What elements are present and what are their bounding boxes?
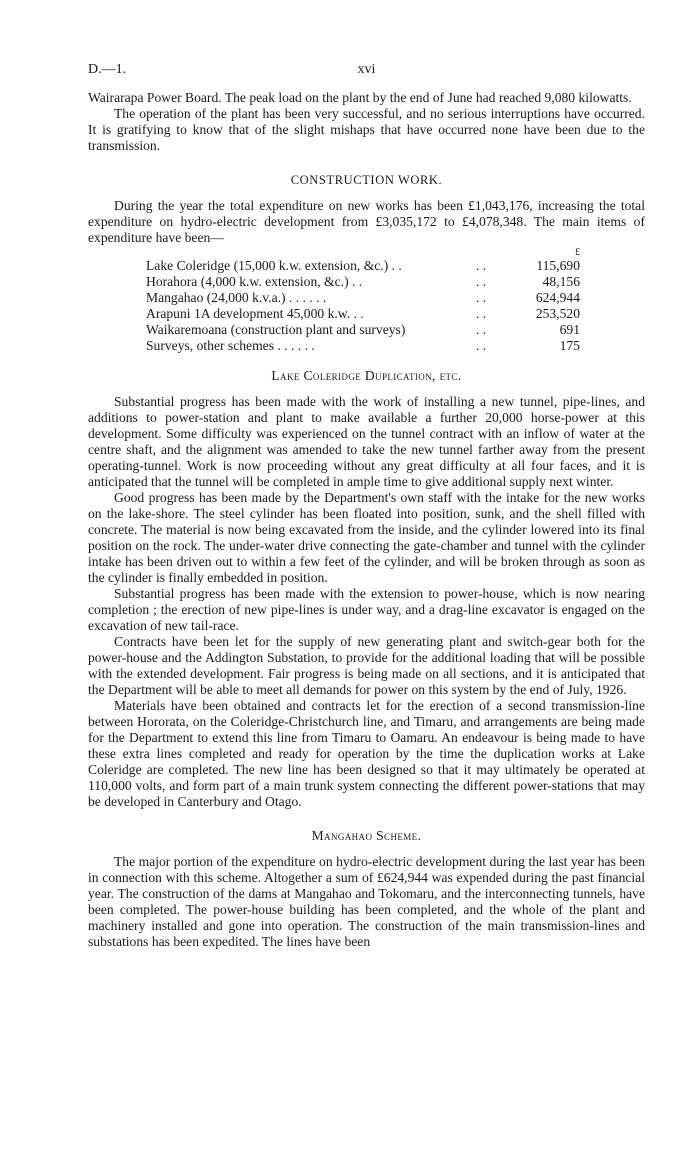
table-header-row — [146, 248, 580, 258]
paragraph: Wairarapa Power Board. The peak load on the plant by the end of June had reached 9,080 kilowatts. — [88, 90, 632, 105]
item-amount: 175 — [559, 338, 580, 353]
section-heading-mangahao: Mangahao Scheme. — [311, 828, 422, 843]
paragraph: The major portion of the expenditure on hydro-electric development during the last year has been in connection with this scheme. Altogether a sum of £624,944 was expended during the past financial year. The construction of the dams at Mangahao and Tokomaru, and the interconnecting tunnels, have been completed. The power-house building has been completed, and the whole of the plant and machinery installed and gone into operation. The construction of the main transmission-lines and substations has been expedited. The lines have been — [88, 854, 645, 949]
item-label: Lake Coleridge (15,000 k.w. extension, &c.) . . — [146, 258, 402, 273]
document-code: D.—1. — [88, 62, 127, 77]
item-label: Arapuni 1A development 45,000 k.w. . . — [146, 306, 364, 321]
paragraph: Substantial progress has been made with the extension to power-house, which is now nearing completion ; the erection of new pipe-lines is under way, and a drag-line excavator is engaged on the excavation of new tail-race. — [88, 586, 645, 633]
leader-dots: . . — [476, 274, 487, 289]
item-label: Surveys, other schemes . . . . . . — [146, 338, 315, 353]
item-label: Mangahao (24,000 k.v.a.) . . . . . . — [146, 290, 327, 305]
leader-dots: . . — [476, 322, 487, 337]
paragraph: Good progress has been made by the Department's own staff with the intake for the new works on the lake-shore. The steel cylinder has been floated into position, sunk, and the shell filled with concrete. The material is now being excavated from the inside, and the cylinder lowered into its final position on the rock. The under-water drive connecting the gate-chamber and tunnel with the cylinder intake has been driven out to within a few feet of the cylinder, and will be broken through as soon as the cylinder is finally embedded in position. — [88, 490, 645, 585]
item-amount: 624,944 — [535, 290, 580, 305]
item-amount: 48,156 — [542, 274, 580, 289]
page-header — [88, 62, 645, 82]
leader-dots: . . — [476, 338, 487, 353]
currency-symbol: £ — [575, 247, 580, 258]
expenditure-table — [146, 248, 580, 354]
paragraph: Substantial progress has been made with the work of installing a new tunnel, pipe-lines, and additions to power-station and plant to make available a further 20,000 horse-power at this development. Some difficulty was experienced on the tunnel contract with an inflow of water at the centre shaft, and the alignment was amended to take the new tunnel farther away from the present operating-tunnel. Work is now proceeding without any great difficulty at all four faces, and it is anticipated that the tunnel will be completed in ample time to give additional supply next winter. — [88, 394, 645, 489]
table-row — [146, 322, 580, 338]
table-row — [146, 258, 580, 274]
leader-dots: . . — [476, 306, 487, 321]
item-label: Waikaremoana (construction plant and surveys) — [146, 322, 406, 337]
leader-dots: . . — [476, 290, 487, 305]
paragraph: The operation of the plant has been very successful, and no serious interruptions have occurred. It is gratifying to know that of the slight mishaps that have occurred none have been due to the transmission. — [88, 106, 645, 153]
item-amount: 115,690 — [536, 258, 580, 273]
table-row — [146, 306, 580, 322]
paragraph: Materials have been obtained and contracts let for the erection of a second transmission-line between Hororata, on the Coleridge-Christchurch line, and Timaru, and arrangements are being made for the Department to extend this line from Timaru to Oamaru. An endeavour is being made to have these extra lines completed and ready for operation by the time the duplication works at Lake Coleridge are completed. The new line has been designed so that it may ultimately be operated at 110,000 volts, and form part of a main trunk system connecting the different power-stations that may be developed in Canterbury and Otago. — [88, 698, 645, 809]
item-label: Horahora (4,000 k.w. extension, &c.) . . — [146, 274, 363, 289]
table-row — [146, 338, 580, 354]
table-row — [146, 274, 580, 290]
section-heading-lake-coleridge: Lake Coleridge Duplication, etc. — [271, 368, 462, 383]
page-number: xvi — [357, 62, 376, 77]
item-amount: 691 — [559, 322, 580, 337]
paragraph: During the year the total expenditure on new works has been £1,043,176, increasing the total expenditure on hydro-electric development from £3,035,172 to £4,078,348. The main items of expenditure have been— — [88, 198, 645, 245]
item-amount: 253,520 — [535, 306, 580, 321]
table-row — [146, 290, 580, 306]
leader-dots: . . — [476, 258, 487, 273]
section-heading-construction: CONSTRUCTION WORK. — [290, 173, 443, 187]
paragraph: Contracts have been let for the supply of new generating plant and switch-gear both for the power-house and the Addington Substation, to provide for the additional loading that will be possible with the extended development. Fair progress is being made on all sections, and it is anticipated that the Department will be able to meet all demands for power on this system by the end of July, 1926. — [88, 634, 645, 697]
document-body — [88, 90, 645, 950]
